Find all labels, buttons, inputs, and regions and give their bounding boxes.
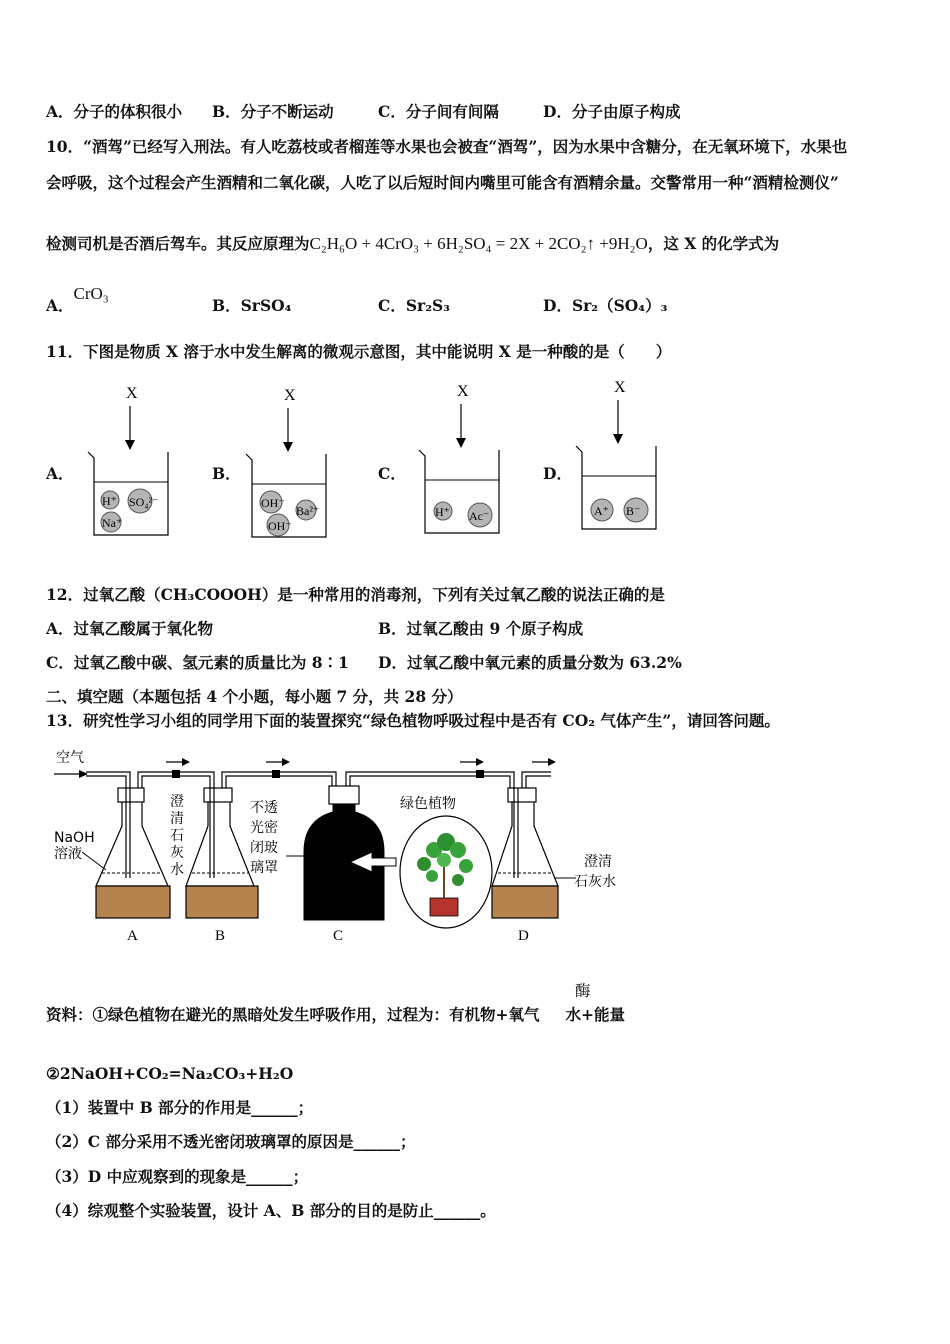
- tube: [526, 776, 551, 788]
- ion-label: Ac⁻: [469, 509, 490, 523]
- stopper: [204, 788, 232, 802]
- q10-line-3: [46, 234, 779, 254]
- info-line-1: [46, 1005, 625, 1025]
- q10-option-b: B．SrSO₄: [212, 296, 292, 315]
- x-label: X: [614, 379, 626, 396]
- ion-label: Na⁺: [102, 516, 123, 530]
- arrow-head-icon: [125, 440, 135, 450]
- apparatus-label-a: A: [127, 928, 138, 944]
- q9-option-d: D．分子由原子构成: [543, 102, 681, 121]
- ion-label: Ba²⁺: [296, 504, 320, 518]
- clamp: [172, 770, 180, 778]
- q10-option-c: C．Sr₂S₃: [378, 296, 450, 315]
- ion-label: SO₄²⁻: [129, 495, 159, 509]
- section-2-heading: 二、填空题（本题包括 4 个小题，每小题 7 分，共 28 分）: [46, 687, 463, 706]
- clamp: [476, 770, 484, 778]
- q10-line-3-post: ，这 X 的化学式为: [647, 234, 780, 253]
- q10-option-a: [46, 284, 109, 316]
- q9-option-a: A．分子的体积很小: [46, 102, 183, 121]
- opaque-label: 璃罩: [250, 860, 278, 876]
- ion-label: H⁺: [435, 505, 450, 519]
- limewater-b-char: 水: [170, 862, 184, 878]
- beaker-b: [238, 382, 338, 547]
- x-label: X: [126, 385, 138, 402]
- q10-option-a-formula: CrO₃: [73, 284, 109, 303]
- wood-block: [186, 886, 258, 918]
- beaker-glass: [88, 452, 168, 535]
- q11-label-b: B．: [212, 464, 241, 483]
- limewater-d-label: 石灰水: [574, 874, 616, 890]
- q10-option-d: D．Sr₂（SO₄）₃: [543, 296, 668, 315]
- arrow-head-icon: [613, 434, 623, 444]
- x-label: X: [284, 387, 296, 404]
- q10-line-1: 10．“酒驾”已经写入刑法。有人吃荔枝或者榴莲等水果也会被查“酒驾”，因为水果中含糖分，在无氧环境下，水果也: [46, 137, 848, 156]
- stopper: [508, 788, 536, 802]
- beaker-a: [80, 380, 180, 545]
- tube: [350, 776, 510, 788]
- tube: [86, 776, 126, 788]
- stopper: [329, 786, 359, 804]
- tube: [346, 772, 514, 788]
- stopper: [118, 788, 144, 802]
- info-1-post: 水+能量: [565, 1005, 625, 1024]
- info-line-2: ②2NaOH+CO₂=Na₂CO₃+H₂O: [46, 1064, 294, 1083]
- flow-arrow-head-icon: [182, 758, 190, 766]
- q13-sub-2: （2）C 部分采用不透光密闭玻璃罩的原因是______；: [46, 1132, 416, 1151]
- beaker-d: [568, 374, 668, 539]
- limewater-b-char: 灰: [170, 845, 184, 861]
- q13-sub-1: （1）装置中 B 部分的作用是______；: [46, 1098, 314, 1117]
- q12-option-c: C．过氧乙酸中碳、氢元素的质量比为 8∶1: [46, 653, 349, 672]
- opaque-label: 闭玻: [250, 840, 278, 856]
- q10-line-2: 会呼吸，这个过程会产生酒精和二氧化碳，人吃了以后短时间内嘴里可能含有酒精余量。交警常用一种“酒精检测仪”: [46, 173, 839, 192]
- q12-stem: 12．过氧乙酸（CH₃COOOH）是一种常用的消毒剂，下列有关过氧乙酸的说法正确的是: [46, 585, 665, 604]
- naoh-label: NaOH: [54, 830, 95, 846]
- q12-option-a: A．过氧乙酸属于氧化物: [46, 619, 214, 638]
- arrow-head-icon: [456, 438, 466, 448]
- q11-label-d: D．: [543, 464, 572, 483]
- limewater-b-char: 石: [170, 828, 184, 844]
- pointer-line: [82, 852, 106, 870]
- limewater-d-label: 澄清: [584, 854, 612, 870]
- enzyme-label: 酶: [575, 982, 591, 1000]
- opaque-label: 不透: [250, 800, 278, 816]
- inlet-arrow-head-icon: [79, 770, 88, 778]
- flow-arrow-head-icon: [476, 758, 484, 766]
- ion-label: A⁺: [594, 504, 609, 518]
- ion-label: B⁻: [626, 504, 641, 518]
- apparatus-label-b: B: [215, 928, 226, 944]
- q12-option-d: D．过氧乙酸中氧元素的质量分数为 63.2%: [378, 653, 682, 672]
- q11-label-a: A．: [46, 464, 74, 483]
- q10-option-a-label: A．: [46, 296, 74, 315]
- wood-block: [96, 886, 170, 918]
- flow-arrow-head-icon: [548, 758, 556, 766]
- opaque-label: 光密: [250, 820, 278, 836]
- apparatus-label-d: D: [518, 928, 529, 944]
- info-1-pre: 资料：①绿色植物在避光的黑暗处发生呼吸作用，过程为：有机物+氧气: [46, 1005, 540, 1024]
- naoh-label: 溶液: [54, 846, 82, 862]
- q9-option-b: B．分子不断运动: [212, 102, 334, 121]
- clamp: [272, 770, 280, 778]
- q11-stem: 11．下图是物质 X 溶于水中发生解离的微观示意图，其中能说明 X 是一种酸的是（ ）: [46, 342, 672, 361]
- ion-label: OH⁻: [268, 519, 292, 533]
- q10-line-3-pre: 检测司机是否酒后驾车。其反应原理为: [46, 234, 310, 253]
- ion-label: OH⁻: [261, 496, 285, 510]
- q10-equation: C₂H₆O + 4CrO₃ + 6H₂SO₄ = 2X + 2CO₂↑ +9H₂O: [309, 234, 648, 253]
- tube: [86, 772, 130, 788]
- q13-sub-3: （3）D 中应观察到的现象是______；: [46, 1167, 309, 1186]
- beaker-c: [411, 378, 511, 543]
- ion-label: H⁺: [102, 494, 117, 508]
- q13-stem: 13．研究性学习小组的同学用下面的装置探究“绿色植物呼吸过程中是否有 CO₂ 气体产生”，请回答问题。: [46, 711, 780, 730]
- air-label: 空气: [56, 750, 84, 766]
- x-label: X: [457, 383, 469, 400]
- q13-sub-4: （4）综观整个实验装置，设计 A、B 部分的目的是防止______。: [46, 1201, 496, 1220]
- flow-arrow-head-icon: [282, 758, 290, 766]
- apparatus-diagram: [46, 742, 646, 952]
- wood-block: [492, 886, 558, 918]
- limewater-b-char: 澄: [170, 794, 184, 810]
- limewater-b-char: 清: [170, 811, 184, 827]
- q12-option-b: B．过氧乙酸由 9 个原子构成: [378, 619, 584, 638]
- arrow-head-icon: [283, 442, 293, 452]
- apparatus-label-c: C: [333, 928, 344, 944]
- q11-label-c: C．: [378, 464, 406, 483]
- plant-label: 绿色植物: [400, 796, 456, 812]
- q9-option-c: C．分子间有间隔: [378, 102, 499, 121]
